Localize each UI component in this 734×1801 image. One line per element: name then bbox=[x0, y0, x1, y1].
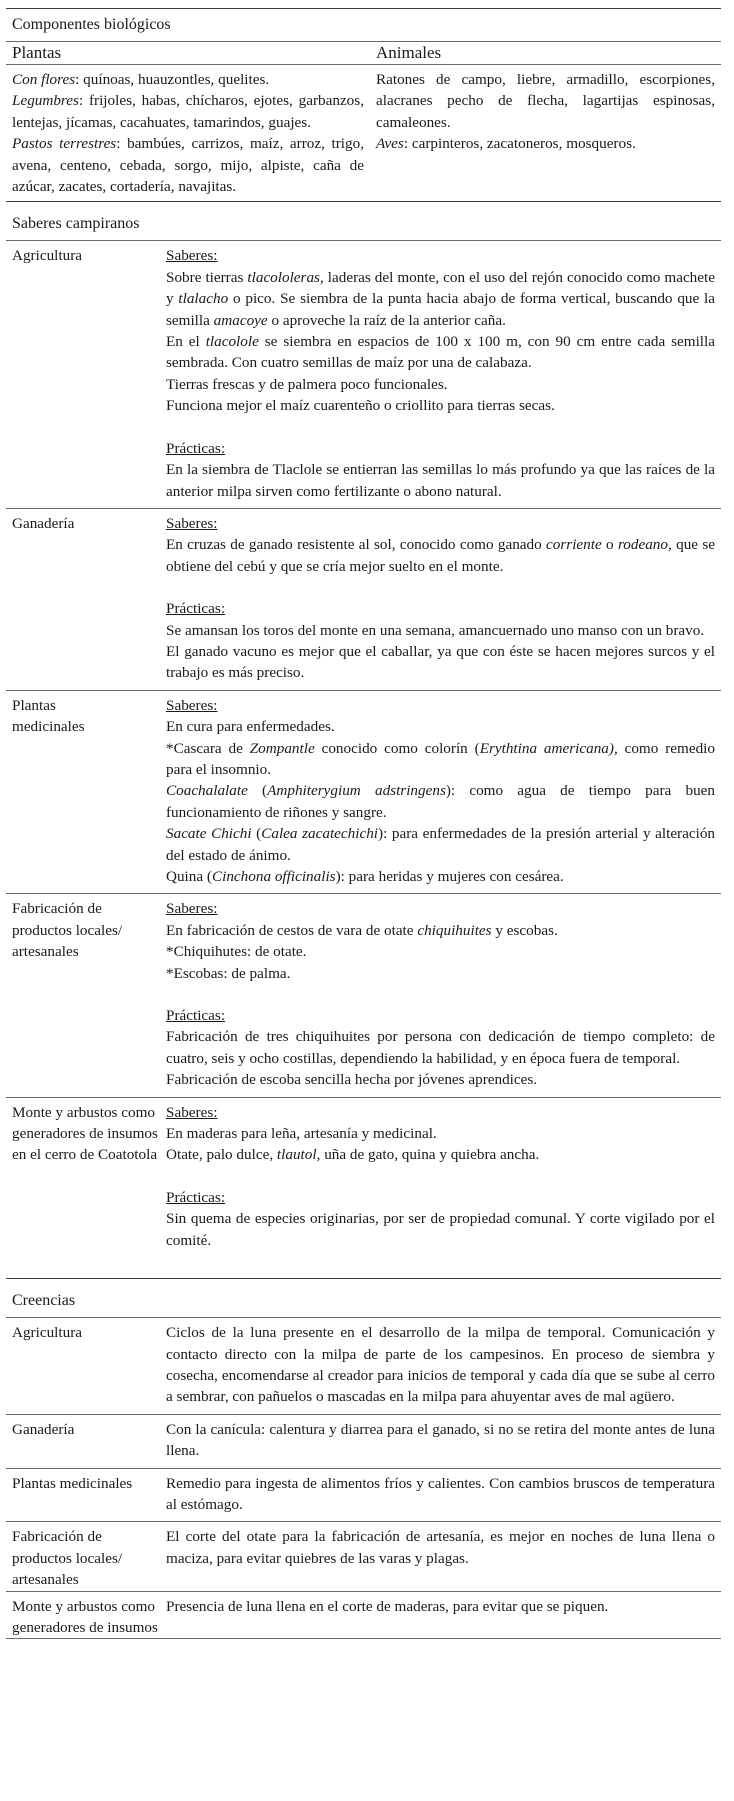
creencias-row-agricultura bbox=[6, 1318, 721, 1414]
creencias-row-artesanales bbox=[6, 1522, 721, 1590]
biological-header-row bbox=[6, 42, 721, 64]
row-content bbox=[166, 1098, 721, 1278]
label: Aves bbox=[376, 135, 404, 153]
paragraph: Fabricación de escoba sencilla hecha por jóvenes aprendices. bbox=[166, 1071, 538, 1089]
row-label: Fabricación de productos locales/ artesanales bbox=[12, 900, 123, 961]
bottom-rule bbox=[6, 1638, 721, 1639]
paragraph: Sacate Chichi (Calea zacatechichi): para enfermedades de la presión arterial y alteración del estado de ánimo. bbox=[166, 825, 716, 864]
row-content: Ciclos de la luna presente en el desarrollo de la milpa de temporal. Comunicación y contacto directo con la milpa de parte de los campesinos. En proceso de siembra y cosecha, encomendarse al creador para inicios de temporal y cada día que se sube al cerro a sembrar, con pañuelos o mascadas en la milpa para ahuyentar aves de mal agüero. bbox=[166, 1324, 715, 1406]
saberes-row-agricultura bbox=[6, 241, 721, 507]
text: : carpinteros, zacatoneros, mosqueros. bbox=[403, 135, 636, 153]
plants-con-flores bbox=[12, 69, 364, 90]
section-title-biological: Componentes biológicos bbox=[12, 16, 171, 33]
text: : bambúes, carrizos, maíz, arroz, trigo, avena, centeno, cebada, sorgo, mijo, alpiste, caña de azúcar, zacates, cortadería, navajitas. bbox=[12, 135, 364, 196]
row-label: Monte y arbustos como generadores de insumos bbox=[12, 1597, 158, 1636]
creencias-row-medicinales bbox=[6, 1469, 721, 1522]
saberes-row-medicinales bbox=[6, 691, 721, 894]
section-title-creencias: Creencias bbox=[12, 1292, 76, 1310]
label: Pastos terrestres bbox=[12, 135, 117, 153]
row-content: Remedio para ingesta de alimentos fríos y calientes. Con cambios bruscos de temperatura al estómago. bbox=[166, 1474, 715, 1513]
paragraph: El ganado vacuno es mejor que el caballar, ya que con éste se hacen mejores surcos y el trabajo es más preciso. bbox=[166, 642, 715, 682]
saberes-row-artesanales bbox=[6, 894, 721, 1096]
row-content: Con la canícula: calentura y diarrea para el ganado, si no se retira del monte antes de luna llena. bbox=[166, 1420, 715, 1460]
creencias-row-ganaderia bbox=[6, 1415, 721, 1468]
paragraph: Otate, palo dulce, tlautol, uña de gato, quina y quiebra ancha. bbox=[166, 1146, 540, 1164]
animals-birds bbox=[376, 133, 715, 154]
paragraph: Funciona mejor el maíz cuarenteño o criollito para tierras secas. bbox=[166, 397, 555, 415]
paragraph: Tierras frescas y de palmera poco funcionales. bbox=[166, 375, 448, 393]
paragraph: Fabricación de tres chiquihuites por persona con dedicación de tiempo completo: de cuatro, seis y ocho costillas, dependiendo la habilidad, y en época fuera de temporal. bbox=[166, 1028, 715, 1067]
table-document bbox=[6, 8, 721, 1639]
paragraph: *Cascara de Zompantle conocido como colorín (Erythtina americana), como remedio para el insomnio. bbox=[166, 739, 715, 778]
plants-cell bbox=[6, 69, 370, 197]
saberes-row-ganaderia bbox=[6, 509, 721, 690]
row-label: Monte y arbustos como generadores de insumos en el cerro de Coatotola bbox=[12, 1103, 158, 1164]
practicas-subheading: Prácticas: bbox=[166, 600, 226, 618]
row-label: Plantas medicinales bbox=[12, 696, 85, 736]
row-content bbox=[166, 241, 721, 507]
animals-header: Animales bbox=[376, 43, 442, 62]
paragraph: *Chiquihutes: de otate. bbox=[166, 943, 307, 961]
practicas-subheading: Prácticas: bbox=[166, 1007, 226, 1025]
saberes-row-monte bbox=[6, 1098, 721, 1278]
row-content: Presencia de luna llena en el corte de maderas, para evitar que se piquen. bbox=[166, 1597, 609, 1615]
paragraph: En fabricación de cestos de vara de otate chiquihuites y escobas. bbox=[166, 921, 558, 939]
text: : frijoles, habas, chícharos, ejotes, garbanzos, lentejas, jícamas, cacahuates, tamarindos, guajes. bbox=[12, 92, 364, 131]
biological-content-row bbox=[6, 65, 721, 201]
row-label: Agricultura bbox=[12, 247, 83, 265]
paragraph: En maderas para leña, artesanía y medicinal. bbox=[166, 1125, 437, 1143]
animals-cell bbox=[370, 69, 721, 197]
row-content: El corte del otate para la fabricación de artesanía, es mejor en noches de luna llena o maciza, para evitar quiebres de las varas y plagas. bbox=[166, 1528, 715, 1567]
paragraph: Sin quema de especies originarias, por ser de propiedad comunal. Y corte vigilado por el comité. bbox=[166, 1210, 715, 1249]
row-label: Fabricación de productos locales/ artesanales bbox=[12, 1528, 123, 1589]
saberes-subheading: Saberes: bbox=[166, 514, 218, 532]
label: Con flores bbox=[12, 71, 76, 88]
paragraph: Coachalalate (Amphiterygium adstringens): como agua de tiempo para buen funcionamiento de riñones y sangre. bbox=[166, 782, 715, 821]
row-content bbox=[166, 691, 721, 894]
paragraph: *Escobas: de palma. bbox=[166, 964, 291, 982]
saberes-subheading: Saberes: bbox=[166, 247, 218, 265]
text: : quínoas, huauzontles, quelites. bbox=[75, 71, 270, 88]
paragraph: Quina (Cinchona officinalis): para heridas y mujeres con cesárea. bbox=[166, 868, 564, 885]
paragraph: En el tlacolole se siembra en espacios de 100 x 100 m, con 90 cm entre cada semilla sembrada. Con cuatro semillas de maíz por una de calabaza. bbox=[166, 333, 715, 372]
paragraph: Sobre tierras tlacololeras, laderas del monte, con el uso del rejón conocido como machete y tlalacho o pico. Se siembra de la punta hacia abajo de forma vertical, buscando que la semilla amacoye o aproveche la raíz de la anterior caña. bbox=[166, 268, 715, 329]
paragraph: En la siembra de Tlaclole se entierran las semillas lo más profundo ya que las raíces de la anterior milpa sirven como fertilizante o abono natural. bbox=[166, 461, 715, 500]
plants-legumbres bbox=[12, 90, 364, 133]
creencias-row-monte bbox=[6, 1592, 721, 1639]
row-label: Agricultura bbox=[12, 1324, 83, 1342]
saberes-subheading: Saberes: bbox=[166, 1103, 218, 1121]
row-content bbox=[166, 894, 721, 1096]
row-label: Ganadería bbox=[12, 1420, 75, 1438]
paragraph: En cruzas de ganado resistente al sol, conocido como ganado corriente o rodeano, que se obtiene del cebú y que se cría mejor suelto en el monte. bbox=[166, 536, 715, 575]
practicas-subheading: Prácticas: bbox=[166, 1188, 226, 1206]
plants-header: Plantas bbox=[12, 43, 62, 62]
paragraph: En cura para enfermedades. bbox=[166, 718, 335, 736]
label: Legumbres bbox=[12, 92, 79, 110]
paragraph: Se amansan los toros del monte en una semana, amancuernado uno manso con un bravo. bbox=[166, 621, 705, 639]
row-label: Plantas medicinales bbox=[12, 1474, 133, 1492]
row-label: Ganadería bbox=[12, 514, 75, 532]
saberes-subheading: Saberes: bbox=[166, 696, 218, 714]
plants-pastos bbox=[12, 133, 364, 197]
practicas-subheading: Prácticas: bbox=[166, 439, 226, 457]
animals-text: Ratones de campo, liebre, armadillo, escorpiones, alacranes pecho de flecha, lagartijas espinosas, camaleones. bbox=[376, 71, 715, 131]
row-content bbox=[166, 509, 721, 690]
saberes-subheading: Saberes: bbox=[166, 900, 218, 918]
section-title-saberes: Saberes campiranos bbox=[12, 215, 140, 233]
